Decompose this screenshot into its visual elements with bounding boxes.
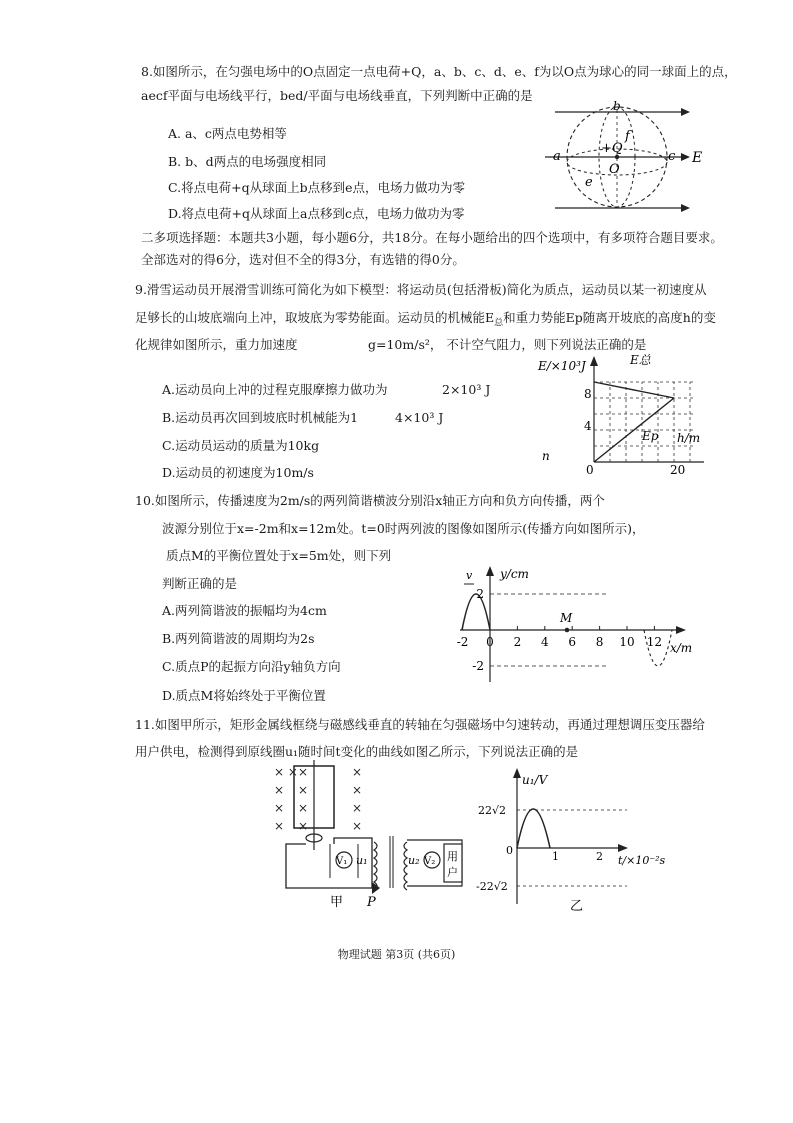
q9-n-mark: n	[542, 449, 550, 463]
q9-option-b: B.运动员再次回到坡底时机械能为1	[162, 410, 359, 425]
q11-stem-line2: 用户供电，检测得到原线圈u₁随时间t变化的曲线如图乙所示，下列说法正确的是	[135, 744, 579, 759]
svg-text:× ×: × ×	[274, 765, 298, 779]
q10-option-c: C.质点P的起振方向沿y轴负方向	[162, 659, 341, 674]
q11-user-label-1: 用	[447, 850, 458, 863]
q11-voltmeter-v1: V₁	[336, 856, 348, 867]
svg-text:×: ×	[298, 765, 309, 779]
q10-point-m-label: M	[560, 611, 573, 625]
svg-text:×: ×	[274, 783, 285, 797]
q11-label-u1: u₁	[356, 854, 368, 867]
section2-instructions-line1: 二多项选择题：本题共3小题，每小题6分，共18分。在每小题给出的四个选项中，有多项符合题目要求。	[141, 230, 723, 245]
q9-stem-line2: 足够长的山坡底端向上冲，取坡底为零势能面。运动员的机械能$E_总$和重力势能Ep随离开坡底的高度h的变	[135, 310, 716, 329]
q11-label-u2: u₂	[408, 854, 420, 867]
section2-instructions-line2: 全部选对的得6分，选对但不全的得3分，有选错的得0分。	[141, 252, 465, 267]
svg-text:×: ×	[274, 801, 285, 815]
q11-voltage-graph-yi	[472, 764, 687, 914]
q9-option-c: C.运动员运动的质量为10kg	[162, 438, 320, 453]
q9-x-axis-label: h/m	[677, 431, 701, 445]
q9-stem-line3b: g=10m/s²， 不计空气阻力，则下列说法正确的是	[368, 337, 647, 352]
q10-xtick-label: 4	[540, 635, 549, 649]
q10-stem-line2: 波源分别位于x=-2m和x=12m处。t=0时两列波的图像如图所示(传播方向如图所示)，	[162, 521, 645, 536]
q9-series-total-line	[594, 382, 674, 398]
q8-option-d: D.将点电荷+q从球面上a点移到c点，电场力做功为零	[168, 206, 465, 221]
q11-voltmeter-v2: V₂	[424, 856, 436, 867]
q8-option-b: B. b、d两点的电场强度相同	[168, 154, 327, 169]
q8-label-f: f	[625, 129, 630, 144]
q8-label-b: b	[613, 99, 621, 113]
svg-text:×: ×	[352, 783, 363, 797]
q11-y-axis-label: u₁/V	[522, 773, 548, 787]
q11-caption-jia: 甲	[330, 895, 344, 910]
q9-option-a-value: 2×10³ J	[442, 382, 491, 397]
svg-text:×: ×	[352, 819, 363, 833]
svg-text:×: ×	[298, 801, 309, 815]
svg-text:×: ×	[298, 819, 309, 833]
q10-x-axis-label: x/m	[670, 641, 693, 655]
q9-tick-0: 0	[586, 463, 594, 477]
svg-text:×: ×	[274, 819, 285, 833]
q11-user-label-2: 户	[447, 866, 458, 879]
q10-stem-line4: 判断正确的是	[162, 576, 238, 591]
q11-ytick-pos: 22√2	[478, 804, 507, 817]
q9-energy-graph	[532, 352, 722, 482]
q8-label-field: E	[692, 150, 703, 166]
svg-text:×: ×	[298, 783, 309, 797]
q9-tick-4: 4	[584, 419, 592, 433]
q8-sphere-figure	[545, 100, 705, 220]
q11-ytick-neg: -22√2	[476, 880, 508, 893]
q10-stem-line1: 10.如图所示，传播速度为2m/s的两列简谐横波分别沿x轴正方向和负方向传播，两个	[135, 493, 605, 508]
q10-option-d: D.质点M将始终处于平衡位置	[162, 688, 326, 703]
q8-label-e: e	[585, 175, 593, 190]
q10-y-axis-label: y/cm	[500, 567, 529, 581]
q8-option-c: C.将点电荷+q从球面上b点移到e点，电场力做功为零	[168, 180, 465, 195]
q9-stem-line3a: 化规律如图所示，重力加速度	[135, 337, 298, 352]
q11-label-p: P	[367, 895, 376, 910]
q10-xtick-label: 10	[619, 635, 635, 649]
q10-stem-line3: 质点M的平衡位置处于x=5m处，则下列	[166, 548, 392, 563]
q8-option-a: A. a、c两点电势相等	[168, 126, 287, 141]
q10-xtick-label: 12	[646, 635, 663, 649]
q10-wave-graph	[448, 562, 693, 687]
q10-option-b: B.两列简谐波的周期均为2s	[162, 631, 315, 646]
q8-label-a: a	[553, 149, 561, 164]
q10-velocity-label: v	[466, 569, 473, 582]
q9-series-p-label: Ep	[642, 429, 659, 443]
q9-option-a: A.运动员向上冲的过程克服摩擦力做功为	[162, 382, 388, 397]
svg-text:×: ×	[352, 765, 363, 779]
q11-stem-line1: 11.如图甲所示，矩形金属线框绕与磁感线垂直的转轴在匀强磁场中匀速转动，再通过理想调压变压器给	[135, 717, 705, 732]
q9-tick-20: 20	[670, 463, 686, 477]
q8-stem-line1: 8.如图所示，在匀强电场中的O点固定一点电荷+Q，a、b、c、d、e、f为以O点为球心的同一球面上的点，	[141, 64, 737, 79]
q9-option-b-value: 4×10³ J	[395, 410, 444, 425]
q9-tick-8: 8	[584, 387, 592, 401]
q10-xtick-label: -2	[456, 635, 469, 649]
q10-option-a: A.两列简谐波的振幅均为4cm	[162, 603, 327, 618]
svg-text:×: ×	[352, 801, 363, 815]
q11-origin-label: 0	[506, 844, 513, 857]
q10-ytick-pos: 2	[476, 587, 484, 601]
q10-xtick-label: 0	[486, 635, 494, 649]
q9-stem-line1: 9.滑雪运动员开展滑雪训练可简化为如下模型：将运动员(包括滑板)简化为质点，运动员以某一初速度从	[135, 282, 707, 297]
q8-stem-line2: aecf平面与电场线平行，bed/平面与电场线垂直，下列判断中正确的是	[141, 88, 533, 103]
q8-label-o: O	[609, 162, 620, 177]
q9-series-total-label: E总	[630, 353, 651, 367]
q10-xtick-label: 8	[595, 635, 604, 649]
page-footer: 物理试题 第3页 (共6页)	[337, 948, 456, 961]
q8-label-q: +Q	[601, 141, 623, 156]
q11-caption-yi: 乙	[570, 899, 584, 914]
q11-xtick-2: 2	[596, 850, 603, 863]
q11-xtick-1: 1	[552, 850, 559, 863]
q11-x-axis-label: t/×10⁻²s	[618, 854, 666, 867]
q8-label-c: c	[668, 149, 676, 164]
q10-ytick-neg: -2	[472, 659, 484, 673]
q10-xtick-label: 2	[513, 635, 522, 649]
q11-circuit-figure-jia	[272, 760, 472, 910]
q9-y-axis-label: E/×10³J	[538, 359, 586, 373]
q10-xtick-label: 6	[568, 635, 577, 649]
q9-option-d: D.运动员的初速度为10m/s	[162, 465, 314, 480]
